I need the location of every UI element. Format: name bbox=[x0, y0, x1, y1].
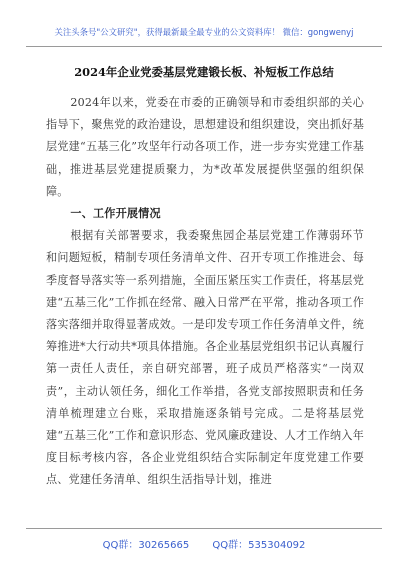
section-heading: 一、工作开展情况 bbox=[70, 207, 161, 221]
document-body bbox=[46, 92, 364, 492]
section-paragraph: 根据有关部署要求，我委聚焦园企基层党建工作薄弱环节和问题短板，精制专项任务清单文件、召开专项工作推进会、每季度督导落实等一系列措施，全面压紧压实工作责任，将基层党建“五基三化”工作抓在经常、融入日常严在平常，推动各项工作落实落细并取得显著成效。一是印发专项工作任务清单文件，统筹推进*大行动共*项具体措施。各企业基层党组织书记认真履行第一责任人责任，亲自研究部署，班子成员严格落实“一岗双责”，主动认领任务，细化工作举措，各党支部按照职责和任务清单梳理建立台账，采取措施逐条销号完成。二是将基层党建“五基三化”工作和意识形态、党风廉政建设、人才工作纳入年度目标考核内容，各企业党组织结合实际制定年度党建工作要点、党建任务清单、组织生活指导计划，推进 bbox=[46, 229, 364, 487]
header-promo-text: 关注头条号"公文研究"，获得最新最全最专业的公文资料库！ 微信：gongwenyj bbox=[54, 27, 354, 37]
footer-contacts bbox=[0, 536, 408, 551]
header-divider bbox=[26, 46, 382, 47]
qq-group-2: QQ群：535304092 bbox=[212, 540, 306, 551]
document-title: 2024年企业党委基层党建锻长板、补短板工作总结 bbox=[74, 65, 334, 79]
footer-divider bbox=[26, 528, 382, 529]
qq-group-1: QQ群：30265665 bbox=[102, 540, 190, 551]
intro-paragraph: 2024年以来，党委在市委的正确领导和市委组织部的关心指导下，聚焦党的政治建设，思想建设和组织建设，突出抓好基层党建“五基三化”攻坚年行动各项工作，进一步夯实党建工作基础，推进基层党建提质聚力，为*改革发展提供坚强的组织保障。 bbox=[46, 96, 364, 198]
